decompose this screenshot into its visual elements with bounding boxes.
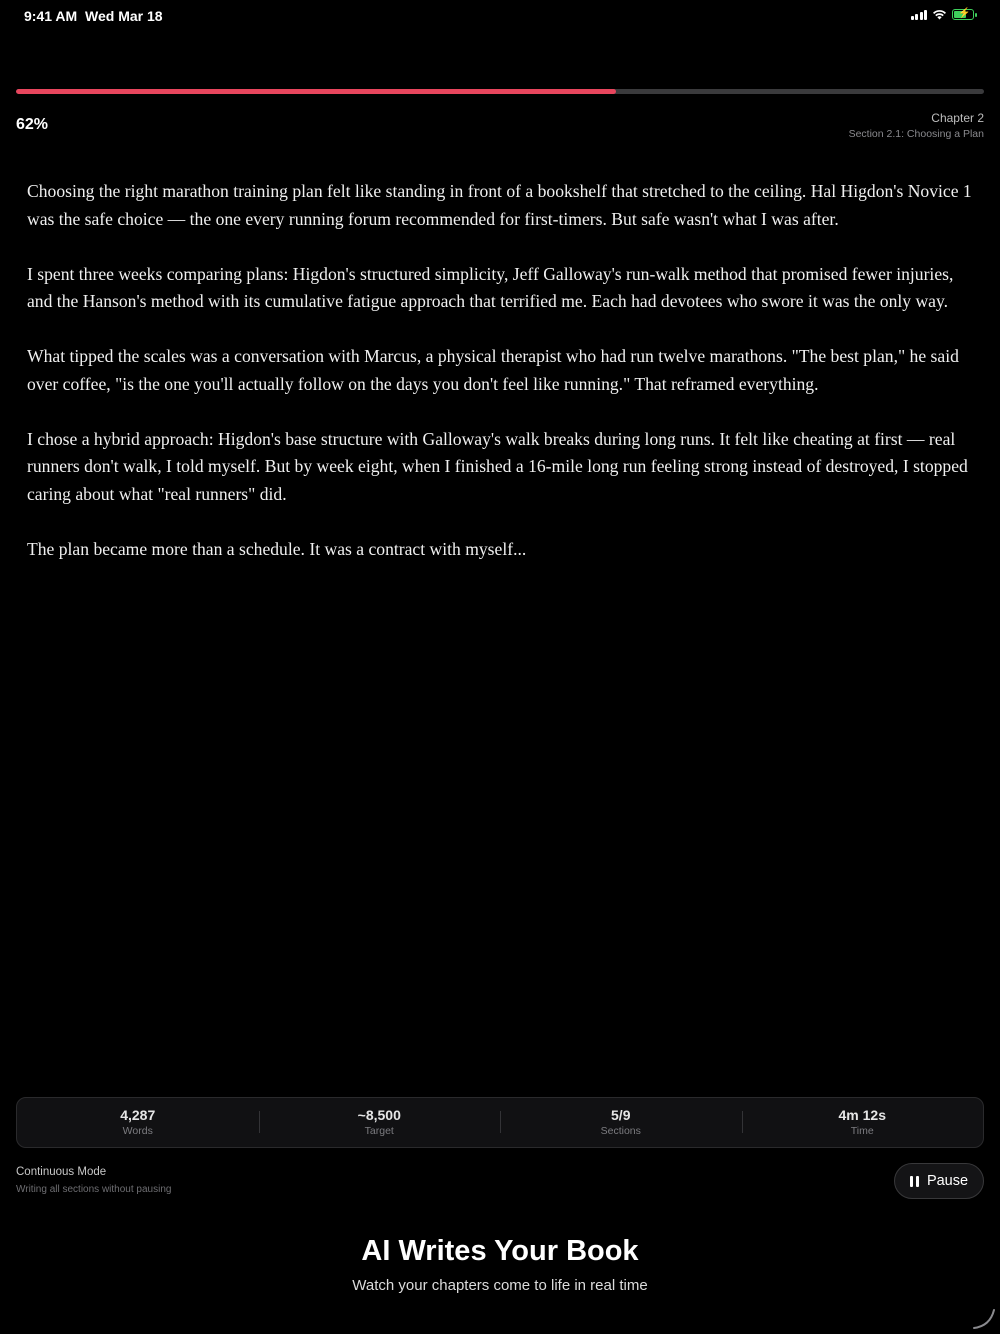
- stat-label: Words: [122, 1125, 153, 1137]
- paragraph: The plan became more than a schedule. It was a contract with myself...: [27, 538, 527, 559]
- continuous-mode-info: [16, 1166, 171, 1195]
- cellular-signal-icon: [911, 9, 928, 20]
- status-date: Wed Mar 18: [85, 8, 163, 24]
- pause-label: Pause: [926, 1173, 969, 1189]
- stat-value: 5/9: [611, 1107, 631, 1123]
- wifi-icon: [932, 9, 947, 20]
- progress-percent: 62%: [16, 116, 49, 133]
- mode-subtitle: Writing all sections without pausing: [16, 1184, 172, 1195]
- promo-subtitle: Watch your chapters come to life in real time: [352, 1277, 648, 1294]
- pause-icon: [910, 1176, 919, 1187]
- paragraph: I chose a hybrid approach: Higdon's base structure with Galloway's walk breaks during long runs. It felt like cheating at first — real runners don't walk, I told myself. But by week eight, when I finished a 16-mile long run feeling strong instead of destroyed, I stopped caring about what "real runners" did.: [27, 428, 968, 504]
- status-bar: [0, 0, 1000, 32]
- resize-handle-icon[interactable]: [972, 1306, 996, 1330]
- stat-value: 4m 12s: [838, 1107, 886, 1123]
- manuscript-text: [27, 178, 977, 591]
- mode-title: Continuous Mode: [16, 1166, 107, 1178]
- stat-time: [742, 1098, 984, 1147]
- stat-target: [259, 1098, 501, 1147]
- chapter-title: Chapter 2: [931, 111, 984, 125]
- paragraph: I spent three weeks comparing plans: Higdon's structured simplicity, Jeff Galloway's run-walk method that promised fewer injuries, and the Hanson's method with its cumulative fatigue approach that terrified me. Each had devotees who swore it was the only way.: [27, 263, 954, 311]
- status-icons: [911, 9, 975, 20]
- stat-value: 4,287: [120, 1107, 156, 1123]
- writing-stats: [16, 1097, 984, 1148]
- status-time: 9:41 AM: [24, 8, 78, 24]
- pause-button[interactable]: [894, 1163, 984, 1199]
- writing-progress-bar: [16, 89, 984, 94]
- promo-title: AI Writes Your Book: [361, 1235, 639, 1267]
- stat-label: Target: [364, 1125, 394, 1137]
- stat-label: Time: [850, 1125, 874, 1137]
- stat-label: Sections: [600, 1125, 641, 1137]
- stat-value: ~8,500: [357, 1107, 401, 1123]
- paragraph: What tipped the scales was a conversation with Marcus, a physical therapist who had run twelve marathons. "The best plan," he said over coffee, "is the one you'll actually follow on the days you don't feel like running." That reframed everything.: [27, 346, 959, 394]
- section-title: Section 2.1: Choosing a Plan: [848, 128, 984, 140]
- stat-sections: [500, 1098, 742, 1147]
- chapter-info: [849, 111, 984, 140]
- paragraph: Choosing the right marathon training plan felt like standing in front of a bookshelf that stretched to the ceiling. Hal Higdon's Novice 1 was the safe choice — the one every running forum recommended for first-timers. But safe wasn't what I was after.: [27, 181, 972, 229]
- writing-progress-fill: [16, 89, 616, 94]
- battery-charging-icon: ⚡: [952, 9, 974, 20]
- stat-words: [17, 1098, 259, 1147]
